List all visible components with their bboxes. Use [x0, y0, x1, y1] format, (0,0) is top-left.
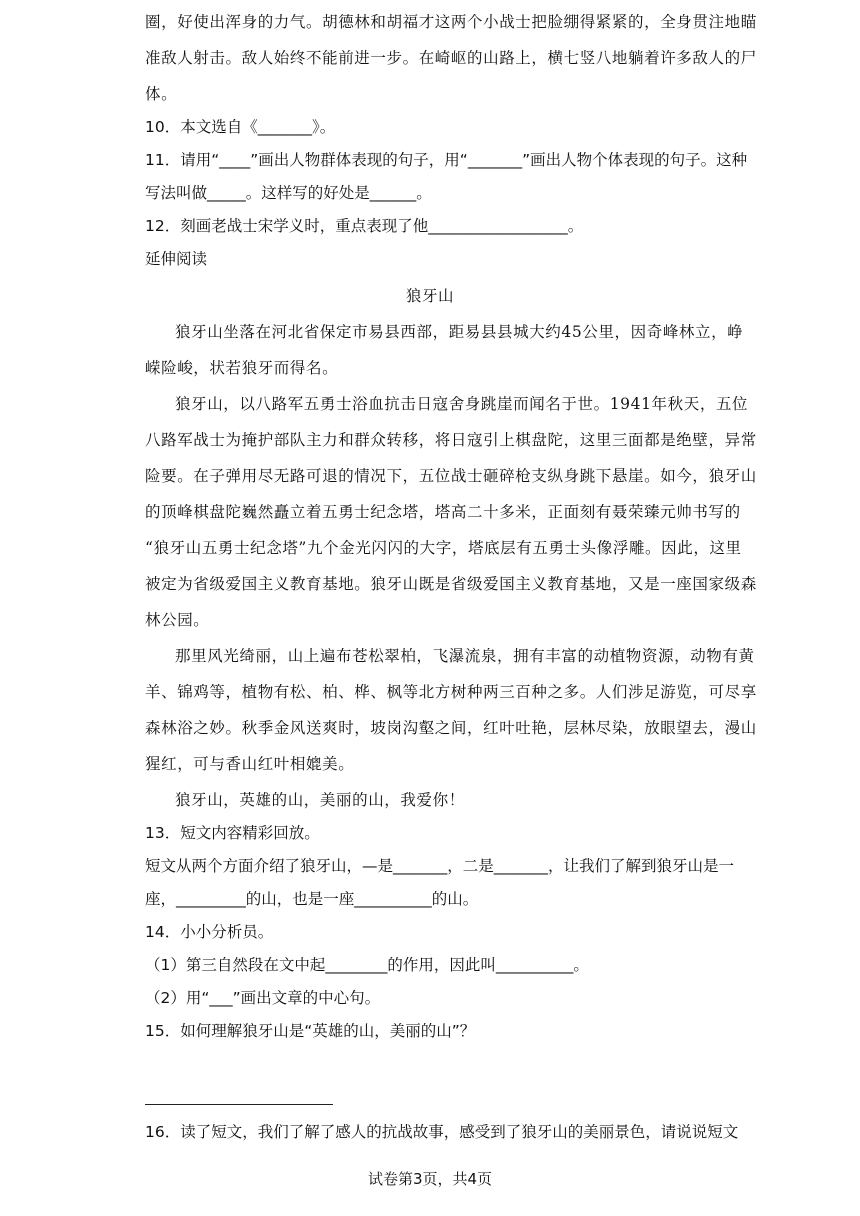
paragraph-4-line: 狼牙山，英雄的山，美丽的山，我爱你！	[175, 791, 465, 809]
question-13-text: 座，_________的山，也是一座__________的山。	[145, 890, 479, 908]
question-14: 14．小小分析员。	[145, 923, 274, 941]
question-16: 16．读了短文，我们了解了感人的抗战故事，感受到了狼牙山的美丽景色，请说说短文	[145, 1123, 739, 1141]
question-13: 13．短文内容精彩回放。	[145, 824, 320, 842]
question-11: 11．请用“____”画出人物群体表现的句子，用“_______”画出人物个体表现的句子。这种	[145, 151, 748, 169]
question-13-text: 短文从两个方面介绍了狼牙山，—是_______，二是_______，让我们了解到狼牙山是一	[145, 857, 735, 875]
paragraph-2-line: 林公园。	[145, 611, 210, 629]
paragraph-3-line: 羊、锦鸡等，植物有松、柏、桦、枫等北方树种两三百种之多。人们涉足游览，可尽享	[145, 683, 757, 701]
paragraph-3-line: 那里风光绮丽，山上遍布苍松翠柏，飞瀑流泉，拥有丰富的动植物资源，动物有黄	[175, 647, 755, 665]
question-12: 12．刻画老战士宋学义时，重点表现了他__________________。	[145, 217, 584, 235]
answer-line	[145, 1104, 333, 1105]
text-line: 准敌人射击。敌人始终不能前进一步。在崎岖的山路上，横七竖八地躺着许多敌人的尸	[145, 49, 757, 67]
text-line: 体。	[145, 85, 178, 103]
question-10: 10．本文选自《_______》。	[145, 118, 336, 136]
paragraph-1-line: 嵘险峻，状若狼牙而得名。	[145, 359, 339, 377]
paragraph-1-line: 狼牙山坐落在河北省保定市易县西部，距易县县城大约45公里，因奇峰林立，峥	[175, 323, 744, 341]
paragraph-3-line: 猩红，可与香山红叶相媲美。	[145, 755, 355, 773]
paragraph-2-line: “狼牙山五勇士纪念塔”九个金光闪闪的大字，塔底层有五勇士头像浮雕。因此，这里	[145, 539, 742, 557]
article-title: 狼牙山	[405, 287, 455, 305]
question-14-part-1: （1）第三自然段在文中起________的作用，因此叫__________。	[145, 956, 589, 974]
paragraph-2-line: 的顶峰棋盘陀巍然矗立着五勇士纪念塔，塔高二十多米，正面刻有聂荣臻元帅书写的	[145, 503, 741, 521]
paragraph-2-line: 险要。在子弹用尽无路可退的情况下，五位战士砸碎枪支纵身跳下悬崖。如今，狼牙山	[145, 467, 757, 485]
text-line: 圈，好使出浑身的力气。胡德林和胡福才这两个小战士把脸绷得紧紧的，全身贯注地瞄	[145, 13, 757, 31]
paragraph-3-line: 森林浴之妙。秋季金风送爽时，坡岗沟壑之间，红叶吐艳，层林尽染，放眼望去，漫山	[145, 719, 757, 737]
paragraph-2-line: 狼牙山，以八路军五勇士浴血抗击日寇舍身跳崖而闻名于世。1941年秋天，五位	[175, 395, 749, 413]
question-15: 15．如何理解狼牙山是“英雄的山，美丽的山”？	[145, 1022, 476, 1040]
section-heading: 延伸阅读	[145, 250, 208, 268]
question-14-part-2: （2）用“___”画出文章的中心句。	[145, 989, 381, 1007]
paragraph-2-line: 被定为省级爱国主义教育基地。狼牙山既是省级爱国主义教育基地，又是一座国家级森	[145, 575, 757, 593]
paragraph-2-line: 八路军战士为掩护部队主力和群众转移，将日寇引上棋盘陀，这里三面都是绝壁，异常	[145, 431, 757, 449]
page-footer: 试卷第3页，共4页	[367, 1170, 493, 1188]
question-11-cont: 写法叫做_____。这样写的好处是______。	[145, 184, 432, 202]
